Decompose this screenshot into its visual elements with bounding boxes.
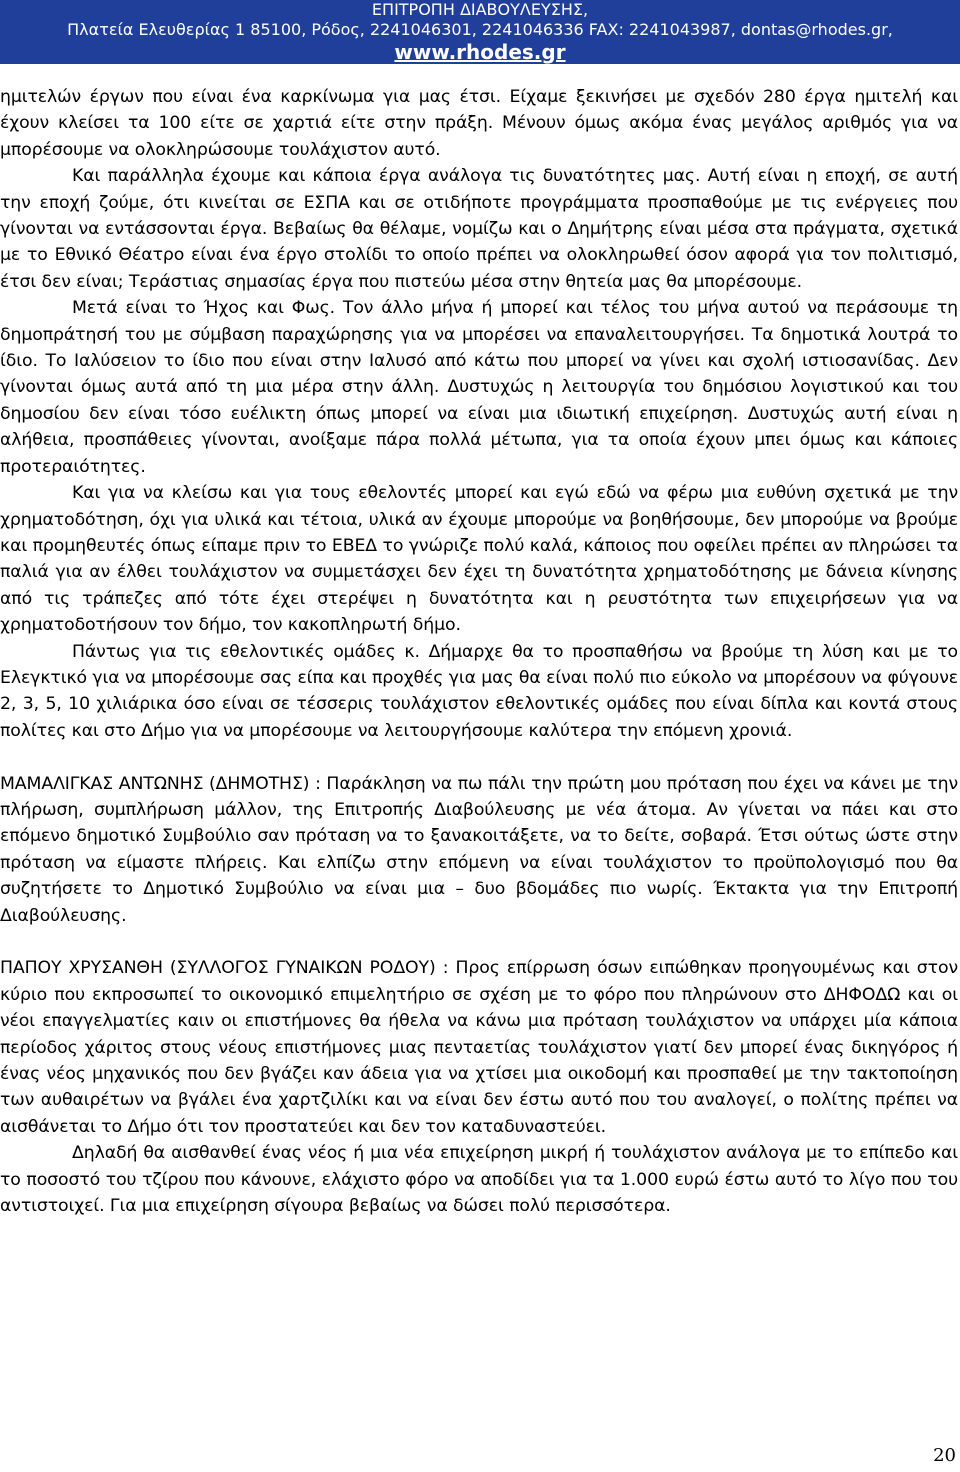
paragraph-2: Και παράλληλα έχουμε και κάποια έργα ανάλογα τις δυνατότητες μας. Αυτή είναι η εποχή, σε αυτή την εποχή ζούμε, ότι κινείται σε ΕΣΠΑ και σε οτιδήποτε προγράμματα προσπαθούμε με τις ενέργειες που γίνονται να εντάσσονται έργα. Βεβαίως θα θέλαμε, νομίζω και ο Δημήτρης είναι μέσα στα πράγματα, σχετικά με το Εθνικό Θέατρο είναι ένα έργο στολίδι το οποίο πρέπει να ολοκληρωθεί όσον αφορά για τον πολιτισμό, έτσι δεν είναι; Τεράστιας σημασίας έργα που πιστεύω μέσα στην θητεία μας θα μπορέσουμε. <box>0 166 958 292</box>
header-address: Πλατεία Ελευθερίας 1 85100, Ρόδος, 2241046301, 2241046336 FAX: 2241043987, dontas@rhodes.gr, <box>67 20 893 39</box>
paragraph-1: ημιτελών έργων που είναι ένα καρκίνωμα για μας έτσι. Είχαμε ξεκινήσει με σχεδόν 280 έργα ημιτελή και έχουν κλείσει τα 100 είτε σε χαρτιά είτε στην πράξη. Μένουν όμως ακόμα ένας μεγάλος αριθμός για να μπορέσουμε να ολοκληρώσουμε τουλάχιστον αυτό. <box>0 87 958 160</box>
header-website-link[interactable]: www.rhodes.gr <box>394 40 566 64</box>
speaker-paragraph-mamaligkas: ΜΑΜΑΛΙΓΚΑΣ ΑΝΤΩΝΗΣ (ΔΗΜΟΤΗΣ) : Παράκληση να πω πάλι την πρώτη μου πρόταση που έχει να κάνει με την πλήρωση, συμπλήρωση μάλλον, της Επιτροπής Διαβούλευσης με νέα άτομα. Αν γίνεται να πάει και στο επόμενο δημοτικό Συμβούλιο σαν πρόταση να το ξανακοιτάξετε, να το δείτε, σοβαρά. Έτσι ούτως ώστε στην πρόταση να είμαστε πλήρεις. Και ελπίζω στην επόμενη να είναι τουλάχιστον το προϋπολογισμό που θα συζητήσετε το Δημοτικό Συμβούλιο να είναι μια – δυο βδομάδες πιο νωρίς. Έκτακτα για την Επιτροπή Διαβούλευσης. <box>0 773 958 926</box>
page-number: 20 <box>933 1445 956 1466</box>
paragraph-5: Πάντως για τις εθελοντικές ομάδες κ. Δήμαρχε θα το προσπαθήσω να βρούμε τη λύση και με το Ελεγκτικό για να μπορέσουμε σας είπα και προχθές για μας θα είναι πολύ πιο εύκολο να μπορέσουν να φύγουνε 2, 3, 5, 10 χιλιάρικα όσο είναι σε τέσσερις τουλάχιστον εθελοντικές ομάδες που είναι δίπλα και κοντά στους πολίτες και στο Δήμο για να μπορέσουμε να λειτουργήσουμε καλύτερα την επόμενη χρονιά. <box>0 641 958 741</box>
speaker-paragraph-papou: ΠΑΠΟΥ ΧΡΥΣΑΝΘΗ (ΣΥΛΛΟΓΟΣ ΓΥΝΑΙΚΩΝ ΡΟΔΟΥ) : Προς επίρρωση όσων ειπώθηκαν προηγουμένως και στον κύριο που εκπροσωπεί το οικονομικό επιμελητήριο σε σχέση με το φόρο που πληρώνουν στο ΔΗΦΟΔΩ και οι νέοι επαγγελματίες καιν οι επιστήμονες θα ήθελα να κάνω μια πρόταση τουλάχιστον να υπάρχει μία κάποια περίοδος χάριτος στους νέους επιστήμονες μιας πενταετίας τουλάχιστον γιατί δεν μπορεί ένας δικηγόρος ή ένας νέος μηχανικός που δεν βγάζει καν άδεια για να χτίσει μια οικοδομή και προσπαθεί με την τακτοποίηση των αυθαιρέτων να βγάλει ένα χαρτζιλίκι και να είναι δεν έστω αυτό που του αναλογεί, ο πολίτης πρέπει να αισθάνεται το Δήμο ότι τον προστατεύει και δεν τον καταδυναστεύει. <box>0 958 958 1137</box>
paragraph-gap <box>0 929 958 955</box>
paragraph-gap <box>0 744 958 770</box>
paragraph-8: Δηλαδή θα αισθανθεί ένας νέος ή μια νέα επιχείρηση μικρή ή τουλάχιστον ανάλογα με το επίπεδο και το ποσοστό του τζίρου που κάνουνε, ελάχιστο φόρο να αποδίδει για τα 1.000 ευρώ έστω αυτό το λίγο που του αντιστοιχεί. Για μια επιχείρηση σίγουρα βεβαίως να δώσει πολύ περισσότερα. <box>0 1143 958 1217</box>
paragraph-4: Και για να κλείσω και για τους εθελοντές μπορεί και εγώ εδώ να φέρω μια ευθύνη σχετικά με την χρηματοδότηση, όχι για υλικά και τέτοια, υλικά αν έχουμε μπορούμε να βοηθήσουμε, δεν μπορούμε να βρούμε και προμηθευτές όπως είπαμε πριν το ΕΒΕΔ το γνώριζε πολύ καλά, κάποιος που οφείλει πρέπει αν πληρώσει τα παλιά για αν έλθει τουλάχιστον να συμμετάσχει δεν έχει τη δυνατότητα χρηματοδότησης με δάνεια κίνησης από τις τράπεζες από τότε έχει στερέψει η δυνατότητα και η ρευστότητα των επιχειρήσεων για να χρηματοδοτήσουν τον δήμο, τον κακοπληρωτή δήμο. <box>0 483 958 636</box>
document-header <box>0 0 960 64</box>
document-body <box>0 84 958 1219</box>
header-title: ΕΠΙΤΡΟΠΗ ΔΙΑΒΟΥΛΕΥΣΗΣ, <box>371 0 589 19</box>
paragraph-3: Μετά είναι το Ήχος και Φως. Τον άλλο μήνα ή μπορεί και τέλος του μήνα αυτού να περάσουμε τη δημοπράτησή του με σύμβαση παραχώρησης για να μπορέσει να επαναλειτουργήσει. Τα δημοτικά λουτρά το ίδιο. Το Ιαλύσειον το ίδιο που είναι στην Ιαλυσό από κάτω που μπορεί να γίνει και σχολή ιστιοσανίδας. Δεν γίνονται όμως αυτά από τη μια μέρα στην άλλη. Δυστυχώς η λειτουργία του δημόσιου λογιστικού και του δημοσίου δεν είναι τόσο ευέλικτη όπως μπορεί να είναι μια ιδιωτική επιχείρηση. Δυστυχώς αυτή είναι η αλήθεια, προσπάθειες γίνονται, ανοίξαμε πάρα πολλά μέτωπα, για τα οποία έχουν μπει όμως και κάποιες προτεραιότητες. <box>0 298 958 477</box>
